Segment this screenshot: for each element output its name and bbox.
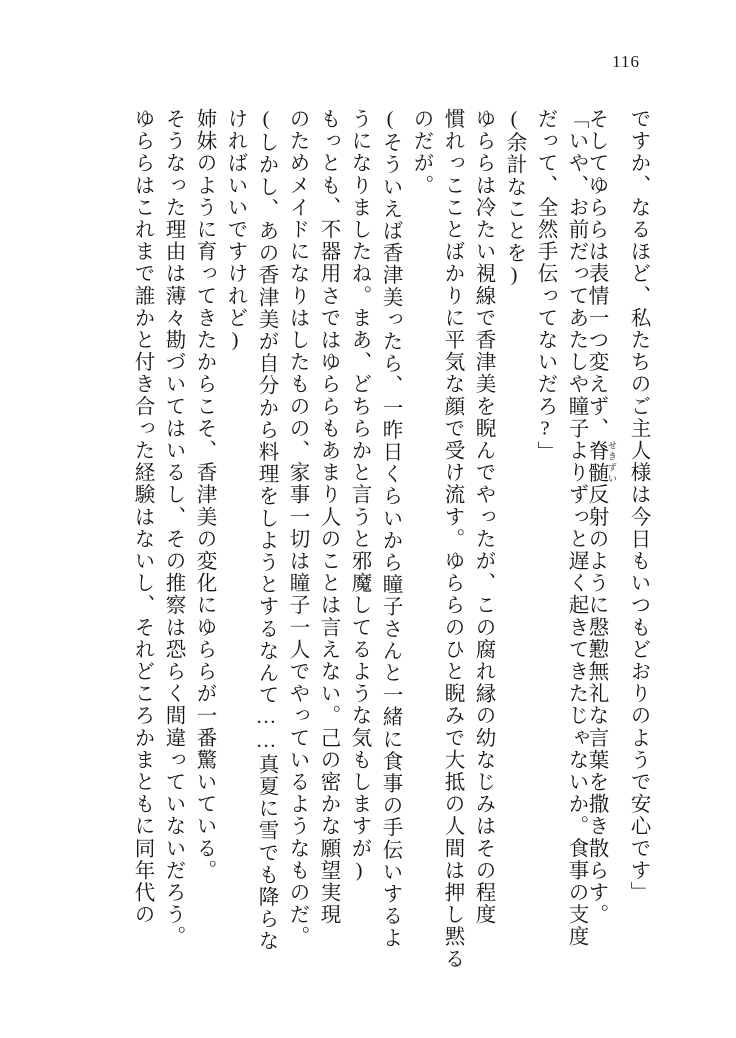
page-number: 116: [612, 52, 640, 71]
text-column: 慣れっこことばかりに平気な顔で受け流す。ゆららのひと睨みで大抵の人間は押し黙る: [441, 108, 463, 970]
ruby-annotation: [585, 439, 617, 484]
text-column: ゆららは冷たい視線で香津美を睨んでやったが、この腐れ縁の幼なじみはその程度: [472, 108, 494, 926]
text-column: そうなった理由は薄々勘づいてはいるし、その推察は恐らく間違っていないだろう。: [162, 108, 184, 948]
text-column: だって、全然手伝ってないだろ?」: [534, 108, 556, 464]
text-column: ければいいですけれど): [224, 108, 246, 353]
text-column: (余計なことを): [503, 108, 525, 288]
ruby-base: 脊髄: [585, 439, 607, 484]
vertical-text-body: [74, 108, 649, 970]
ruby-reading: せきずい: [607, 439, 617, 484]
text-column: 姉妹のように育ってきたからこそ、香津美の変化にゆららが一番驚いている。: [193, 108, 215, 882]
text-column: そしてゆららは表情一つ変えず、脊髄 せきずい反射のように慇懃無礼な言葉を撒き散らす。: [585, 108, 617, 926]
text-column: うになりましたね。まあ、どちらかと言うと邪魔してるような気もしますが): [348, 108, 370, 883]
text-column: 「いや、お前だってあたしや瞳子よりずっと遅く起きてきたじゃないか。食事の支度: [565, 108, 587, 948]
text-column: のだが。: [410, 108, 432, 197]
text-column: のためメイドになりはしたものの、家事一切は瞳子一人でやっているようなものだ。: [286, 108, 308, 948]
text-column: ゆららはこれまで誰かと付き合った経験はないし、それどころかまともに同年代の: [131, 108, 153, 926]
text-column: ですか、なるほど、私たちのご主人様は今日もいつもどおりのようで安心です」: [627, 108, 649, 904]
text-column: もっとも、不器用さではゆららもあまり人のことは言えない。己の密かな願望実現: [317, 108, 339, 926]
text-column: (そういえば香津美ったら、一昨日くらいから瞳子さんと一緒に食事の手伝いするよ: [379, 108, 401, 950]
text-column: (しかし、あの香津美が自分から料理をしようとするなんて……真夏に雪でも降らな: [255, 108, 277, 953]
